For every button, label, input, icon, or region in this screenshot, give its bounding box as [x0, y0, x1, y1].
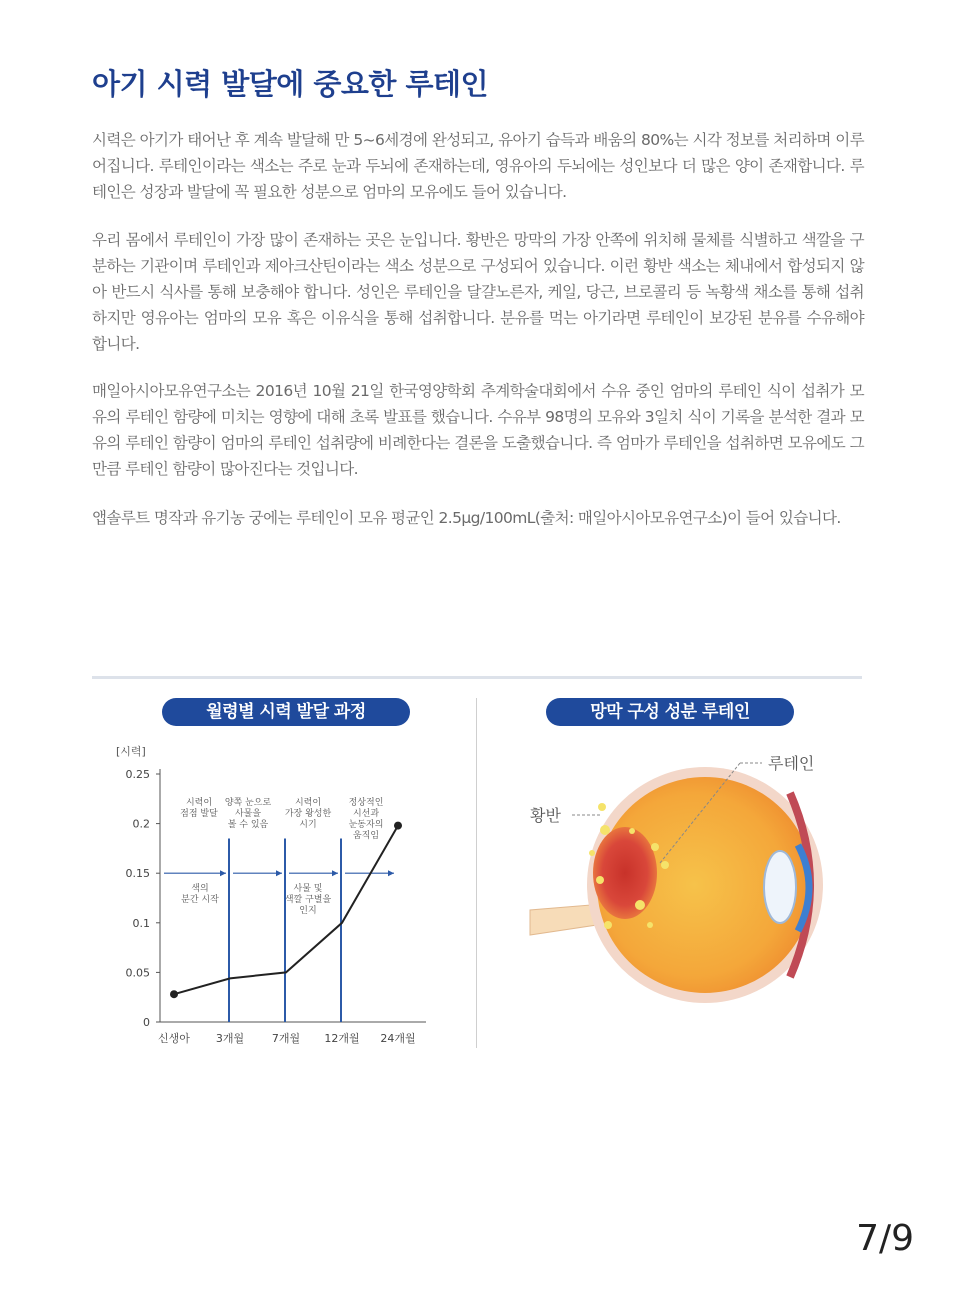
- stage-annotation: 시력이 가장 왕성한 시기: [284, 798, 332, 830]
- lutein-label: 루테인: [768, 754, 815, 773]
- stage-arrowhead: [276, 870, 282, 876]
- stage-annotation: 시력이 점점 발달: [180, 798, 218, 819]
- stage-note: 사물 및 색깔 구별을 인지: [284, 884, 332, 917]
- y-tick-label: 0.05: [125, 966, 150, 980]
- section-divider: [92, 676, 862, 679]
- paragraph-1: 시력은 아기가 태어난 후 계속 발달해 만 5~6세경에 완성되고, 유아기 습득과 배움의 80%는 시각 정보를 처리하며 이루어집니다. 루테인이라는 색소는 주로 눈과 두뇌에 존재하는데, 영유아의 두뇌에는 성인보다 더 많은 양이 존재합니다. 루테인은 성장과 발달에 꼭 필요한 성분으로 엄마의 모유에도 들어 있습니다.: [92, 131, 864, 201]
- vision-development-chart: [92, 735, 462, 1055]
- x-tick-label: 7개월: [271, 1032, 301, 1045]
- stage-annotation: 양쪽 눈으로 사물을 볼 수 있음: [224, 798, 272, 830]
- x-tick-label: 신생아: [158, 1032, 190, 1045]
- data-point-start: [170, 990, 178, 998]
- stage-arrowhead: [388, 870, 394, 876]
- x-tick-label: 3개월: [215, 1032, 245, 1045]
- data-point-end: [394, 822, 402, 830]
- stage-note: 색의 분간 시작: [181, 884, 219, 906]
- page-number: 7/9: [856, 1218, 914, 1259]
- stage-arrowhead: [220, 870, 226, 876]
- x-tick-label: 12개월: [324, 1032, 360, 1045]
- stage-annotation: 정상적인 시선과 눈동자의 움직임: [348, 798, 384, 841]
- macula-label: 황반: [530, 806, 561, 825]
- y-tick-label: 0.15: [125, 867, 150, 881]
- page-title: 아기 시력 발달에 중요한 루테인: [92, 67, 489, 101]
- macula-shape: [593, 827, 657, 919]
- y-tick-label: 0.2: [132, 817, 150, 831]
- y-axis-label: [시력]: [116, 745, 146, 758]
- figure2-heading: 망막 구성 성분 루테인: [546, 698, 794, 726]
- paragraph-2: 우리 몸에서 루테인이 가장 많이 존재하는 곳은 눈입니다. 황반은 망막의 가장 안쪽에 위치해 물체를 식별하고 색깔을 구분하는 기관이며 루테인과 제아크산틴이라는 색소 성분으로 구성되어 있습니다. 이런 황반 색소는 체내에서 합성되지 않아 반드시 식사를 통해 보충해야 합니다. 성인은 루테인을 달걀노른자, 케일, 당근, 브로콜리 등 녹황색 채소를 통해 섭취하지만 영유아는 엄마의 모유 혹은 이유식을 통해 섭취합니다. 분유를 먹는 아기라면 루테인이 보강된 분유를 수유해야 합니다.: [92, 231, 864, 353]
- stage-arrowhead: [332, 870, 338, 876]
- figure1-heading: 월령별 시력 발달 과정: [162, 698, 410, 726]
- figure-divider: [476, 698, 477, 1048]
- paragraph-4: 앱솔루트 명작과 유기농 궁에는 루테인이 모유 평균인 2.5μg/100mL(출처: 매일아시아모유연구소)이 들어 있습니다.: [92, 509, 841, 527]
- paragraph-3: 매일아시아모유연구소는 2016년 10월 21일 한국영양학회 추계학술대회에서 수유 중인 엄마의 루테인 식이 섭취가 모유의 루테인 함량에 미치는 영향에 대해 초록 발표를 했습니다. 수유부 98명의 모유와 3일치 식이 기록을 분석한 결과 모유의 루테인 함량이 엄마의 루테인 섭취량에 비례한다는 결론을 도출했습니다. 즉 엄마가 루테인을 섭취하면 모유에도 그만큼 루테인 함량이 많아진다는 것입니다.: [92, 382, 864, 478]
- y-tick-label: 0: [143, 1016, 150, 1029]
- lens-shape: [764, 851, 796, 923]
- y-tick-label: 0.25: [125, 768, 150, 781]
- x-tick-label: 24개월: [380, 1032, 416, 1045]
- y-tick-label: 0.1: [132, 916, 150, 930]
- eye-diagram: [500, 735, 860, 1035]
